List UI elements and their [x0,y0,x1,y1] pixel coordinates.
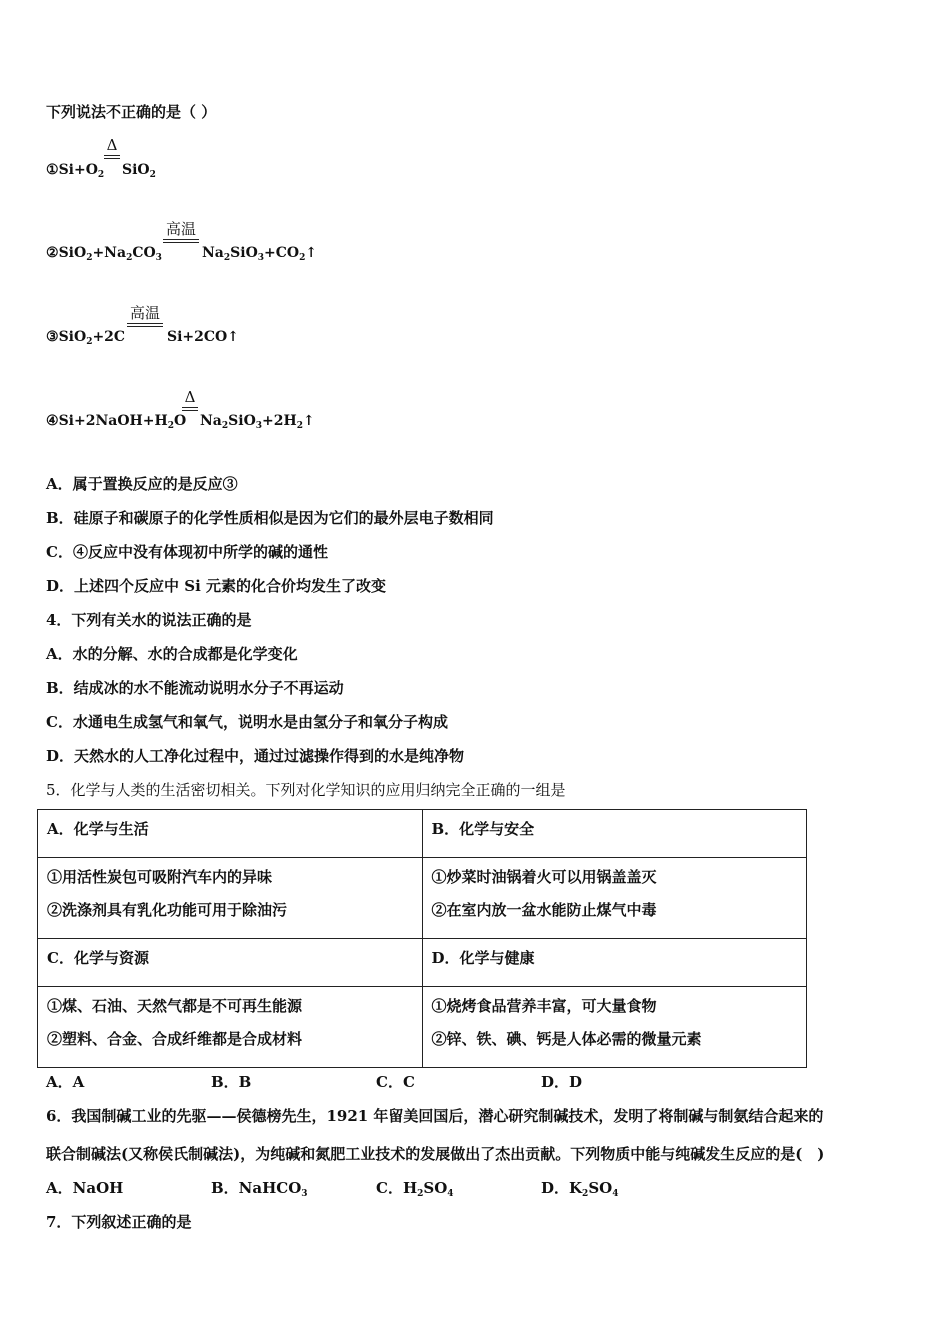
reaction-product: $Na_2SiO_3+2H_2↑$ [200,413,315,431]
question-4-stem: 4．下列有关水的说法正确的是 [46,611,252,629]
answer-b: B．B [211,1073,252,1091]
reaction-lhs: $SiO_2+Na_2CO_3$ [58,245,162,263]
table-cell-b-items: ①炒菜时油锅着火可以用锅盖盖灭 ②在室内放一盆水能防止煤气中毒 [422,858,807,939]
knowledge-table [37,809,807,1068]
reaction-product: SiO$_2$ [122,162,156,180]
reaction-4 [46,413,186,431]
reaction-number: ③ [46,329,59,345]
reaction-condition: 高温 [163,220,199,243]
option-d: D．$K_2SO_4$ [541,1179,619,1199]
table-cell-a-items: ①用活性炭包可吸附汽车内的异味 ②洗涤剂具有乳化功能可用于除油污 [38,858,423,939]
question-5-stem: 5．化学与人类的生活密切相关。下列对化学知识的应用归纳完全正确的一组是 [46,781,566,799]
table-cell-d-title: D．化学与健康 [422,939,807,987]
question-6-line-2: 联合制碱法(又称侯氏制碱法)，为纯碱和氮肥工业技术的发展做出了杰出贡献。下列物质中能与纯碱发生反应的是( ) [46,1145,825,1163]
table-cell-d-items: ①烧烤食品营养丰富，可大量食物 ②锌、铁、碘、钙是人体必需的微量元素 [422,987,807,1068]
option-d: D．上述四个反应中 Si 元素的化合价均发生了改变 [46,577,386,595]
reaction-number: ① [46,162,59,178]
table-cell-c-items: ①煤、石油、天然气都是不可再生能源 ②塑料、合金、合成纤维都是合成材料 [38,987,423,1068]
reaction-2 [46,245,162,263]
answer-a: A．A [46,1073,85,1091]
option-d: D．天然水的人工净化过程中，通过过滤操作得到的水是纯净物 [46,747,465,765]
reaction-number: ④ [46,413,59,429]
option-c: C．④反应中没有体现初中所学的碱的通性 [46,543,328,561]
question-7-stem: 7．下列叙述正确的是 [46,1213,192,1231]
reaction-lhs: $Si+2NaOH+H_2O$ [58,413,187,431]
option-a: A．属于置换反应的是反应③ [46,475,238,493]
reaction-lhs: $Si+O_2$ [58,162,105,180]
reaction-number: ② [46,245,59,261]
option-c: C．水通电生成氢气和氧气，说明水是由氢分子和氧分子构成 [46,713,448,731]
reaction-product: Si+2CO↑ [167,329,239,345]
reaction-3 [46,329,125,347]
question-intro: 下列说法不正确的是（ ） [46,103,217,121]
reaction-lhs: SiO$_2$+2C [58,329,126,347]
reaction-condition: 高温 [127,304,163,327]
reaction-product: $Na_2SiO_3+CO_2↑$ [202,245,318,263]
reaction-1 [46,162,104,180]
answer-d: D．D [541,1073,583,1091]
reaction-condition: Δ [182,388,198,411]
table-cell-a-title: A．化学与生活 [38,810,423,858]
option-b: B．结成冰的水不能流动说明水分子不再运动 [46,679,344,697]
answer-c: C．C [376,1073,415,1091]
reaction-condition: Δ [104,136,120,159]
option-a: A．NaOH [46,1179,124,1197]
option-b: B．NaHCO$_3$ [211,1179,308,1199]
option-b: B．硅原子和碳原子的化学性质相似是因为它们的最外层电子数相同 [46,509,494,527]
option-c: C．$H_2SO_4$ [376,1179,454,1199]
option-a: A．水的分解、水的合成都是化学变化 [46,645,298,663]
table-cell-c-title: C．化学与资源 [38,939,423,987]
table-cell-b-title: B．化学与安全 [422,810,807,858]
question-6-line-1: 6．我国制碱工业的先驱——侯德榜先生，1921 年留美回国后，潜心研究制碱技术，发明了将制碱与制氨结合起来的 [46,1107,824,1125]
